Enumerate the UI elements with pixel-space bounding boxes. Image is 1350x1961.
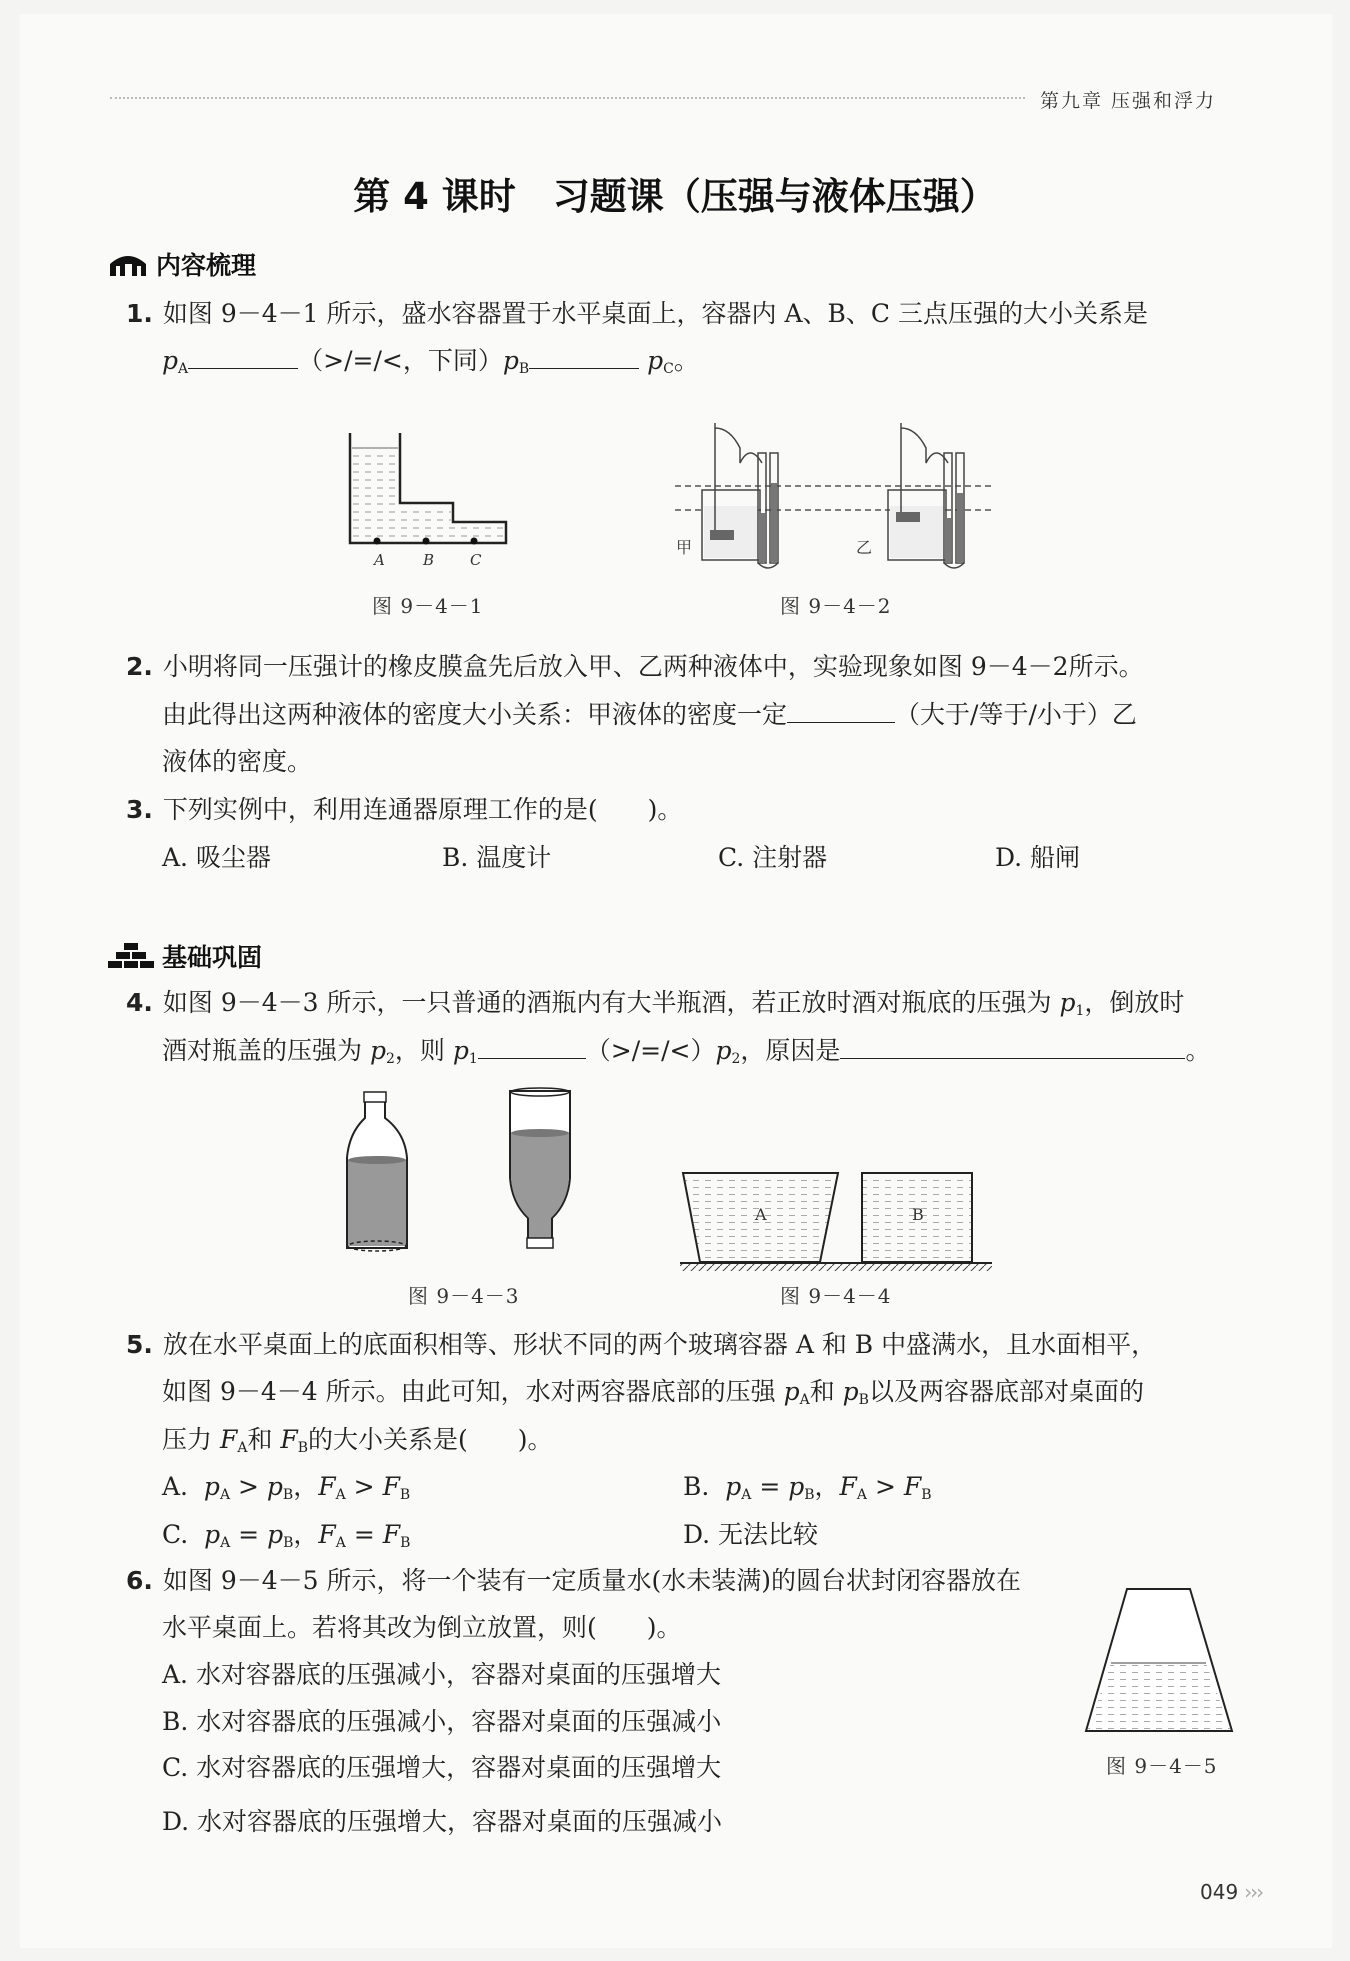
- q1-blank-2[interactable]: [529, 346, 639, 369]
- q2-text-1: 小明将同一压强计的橡皮膜盒先后放入甲、乙两种液体中，实验现象如图 9－4－2所示。: [162, 652, 1144, 681]
- q1-number: 1.: [126, 299, 153, 328]
- lesson-title: 第 4 课时 习题课（压强与液体压强）: [353, 175, 997, 218]
- q1-line1: [126, 299, 1148, 329]
- q5-FB: $F_B$: [280, 1425, 309, 1456]
- label-a: A: [374, 551, 385, 569]
- q5-text-3a: 压力: [162, 1425, 220, 1454]
- q5-number: 5.: [126, 1330, 153, 1359]
- arch-icon: [108, 250, 148, 278]
- q5-text-3c: 的大小关系是( )。: [308, 1425, 553, 1454]
- q6-line2: 水平桌面上。若将其改为倒立放置，则( )。: [162, 1613, 682, 1642]
- figure-9-4-1: [340, 428, 520, 573]
- q5-FA: $F_A$: [219, 1425, 248, 1456]
- section-basic-heading: [108, 938, 262, 974]
- q2-blank[interactable]: [787, 700, 895, 723]
- q2-line2: [162, 700, 1137, 730]
- q5-option-a[interactable]: A. $p_A > p_B$，$F_A > F_B$: [162, 1472, 411, 1503]
- chapter-header: 第九章 压强和浮力: [1040, 90, 1217, 112]
- figure-9-4-4: [680, 1170, 995, 1280]
- q5-text-2b: 和: [809, 1377, 843, 1406]
- q4-text-2b: ，则: [394, 1036, 453, 1065]
- q4-p2: $p_2$: [369, 1036, 395, 1067]
- q5-text-2c: 以及两容器底部对桌面的: [868, 1377, 1144, 1406]
- q2-line1: [126, 652, 1144, 682]
- q4-blank-2[interactable]: [840, 1036, 1185, 1059]
- q5-option-c[interactable]: C. $p_A = p_B$，$F_A = F_B$: [162, 1520, 411, 1551]
- header-rule: [110, 97, 1025, 99]
- q2-number: 2.: [126, 652, 153, 681]
- q5-line2: [162, 1377, 1144, 1415]
- q1-text: 如图 9－4－1 所示，盛水容器置于水平桌面上，容器内 A、B、C 三点压强的大小关系是: [162, 299, 1148, 328]
- q5-option-b[interactable]: B. $p_A = p_B$，$F_A > F_B$: [683, 1472, 932, 1503]
- q6-option-d[interactable]: D. 水对容器底的压强增大，容器对桌面的压强减小: [162, 1807, 723, 1836]
- q4-text-2a: 酒对瓶盖的压强为: [162, 1036, 370, 1065]
- figure-9-4-2-caption: 图 9－4－2: [780, 594, 892, 618]
- q3-option-b[interactable]: B. 温度计: [442, 843, 552, 872]
- q4-p2-b: $p_2$: [715, 1036, 741, 1067]
- q4-text-2d: ，原因是: [740, 1036, 841, 1065]
- q4-line2: [162, 1036, 1210, 1074]
- section-content-label: 内容梳理: [156, 251, 257, 280]
- section-basic-label: 基础巩固: [162, 943, 263, 972]
- label-jia: 甲: [676, 538, 693, 557]
- q6-number: 6.: [126, 1566, 153, 1595]
- figure-9-4-4-caption: 图 9－4－4: [780, 1284, 892, 1308]
- q3-option-d[interactable]: D. 船闸: [995, 843, 1081, 872]
- q6-line1: [126, 1566, 1021, 1596]
- q5-text-1: 放在水平桌面上的底面积相等、形状不同的两个玻璃容器 A 和 B 中盛满水，且水面相平，: [162, 1330, 1157, 1359]
- container-b-label: B: [912, 1205, 924, 1224]
- q5-pA: $p_A$: [783, 1377, 810, 1408]
- q5-text-2a: 如图 9－4－4 所示。由此可知，水对两容器底部的压强: [162, 1377, 784, 1406]
- label-yi: 乙: [856, 538, 873, 557]
- page-number: [1200, 1880, 1262, 1904]
- bricks-icon: [108, 941, 154, 971]
- q6-option-a[interactable]: A. 水对容器底的压强减小，容器对桌面的压强增大: [162, 1660, 721, 1689]
- q6-option-b[interactable]: B. 水对容器底的压强减小，容器对桌面的压强减小: [162, 1707, 722, 1736]
- q3-stem: [126, 795, 682, 825]
- q2-line3: 液体的密度。: [162, 747, 313, 776]
- figure-9-4-3: [345, 1088, 580, 1258]
- figure-9-4-1-caption: 图 9－4－1: [372, 594, 484, 618]
- q4-text-1b: ，倒放时: [1084, 988, 1185, 1017]
- point-b: [423, 538, 430, 545]
- q4-p1: $p_1$: [1059, 988, 1085, 1019]
- page-number-value: 049: [1200, 1880, 1239, 1904]
- q4-text-1: 如图 9－4－3 所示，一只普通的酒瓶内有大半瓶酒，若正放时酒对瓶底的压强为: [162, 988, 1060, 1017]
- q3-text: 下列实例中，利用连通器原理工作的是( )。: [162, 795, 683, 824]
- q3-number: 3.: [126, 795, 153, 824]
- q2-text-2a: 由此得出这两种液体的密度大小关系：甲液体的密度一定: [162, 700, 788, 729]
- q4-text-2c: （>/=/<）: [585, 1036, 716, 1065]
- q1-end: 。: [673, 346, 699, 375]
- container-a-label: A: [755, 1205, 767, 1224]
- point-c: [471, 538, 478, 545]
- section-content-heading: [108, 246, 256, 282]
- q1-pA: $p_A$: [162, 346, 189, 377]
- figure-9-4-2: [670, 418, 1000, 573]
- q5-text-3b: 和: [247, 1425, 281, 1454]
- q3-option-a[interactable]: A. 吸尘器: [162, 843, 271, 872]
- label-b: B: [423, 551, 435, 569]
- q5-pB: $p_B$: [842, 1377, 869, 1408]
- q1-mid: （>/=/<，下同）: [298, 346, 503, 375]
- q3-option-c[interactable]: C. 注射器: [718, 843, 828, 872]
- label-c: C: [470, 551, 482, 569]
- q5-option-d[interactable]: D. 无法比较: [683, 1520, 819, 1549]
- next-arrows-icon: ›››: [1244, 1880, 1263, 1904]
- q2-text-2b: （大于/等于/小于）乙: [895, 700, 1137, 729]
- q4-end: 。: [1185, 1036, 1211, 1065]
- q1-pB: $p_B$: [502, 346, 530, 377]
- q4-p1-b: $p_1$: [452, 1036, 478, 1067]
- q4-number: 4.: [126, 988, 153, 1017]
- q1-pC: $p_C$: [647, 346, 674, 377]
- figure-9-4-5-caption: 图 9－4－5: [1106, 1754, 1218, 1778]
- q5-line1: [126, 1330, 1156, 1360]
- point-a: [374, 538, 381, 545]
- q1-line2: [162, 346, 699, 384]
- q5-line3: [162, 1425, 553, 1463]
- figure-9-4-3-caption: 图 9－4－3: [408, 1284, 520, 1308]
- q6-option-c[interactable]: C. 水对容器底的压强增大，容器对桌面的压强增大: [162, 1753, 722, 1782]
- q1-blank-1[interactable]: [188, 346, 298, 369]
- figure-9-4-5: [1083, 1585, 1235, 1735]
- q4-line1: [126, 988, 1184, 1026]
- q4-blank-1[interactable]: [478, 1036, 586, 1059]
- q6-text-1: 如图 9－4－5 所示，将一个装有一定质量水(水未装满)的圆台状封闭容器放在: [162, 1566, 1022, 1595]
